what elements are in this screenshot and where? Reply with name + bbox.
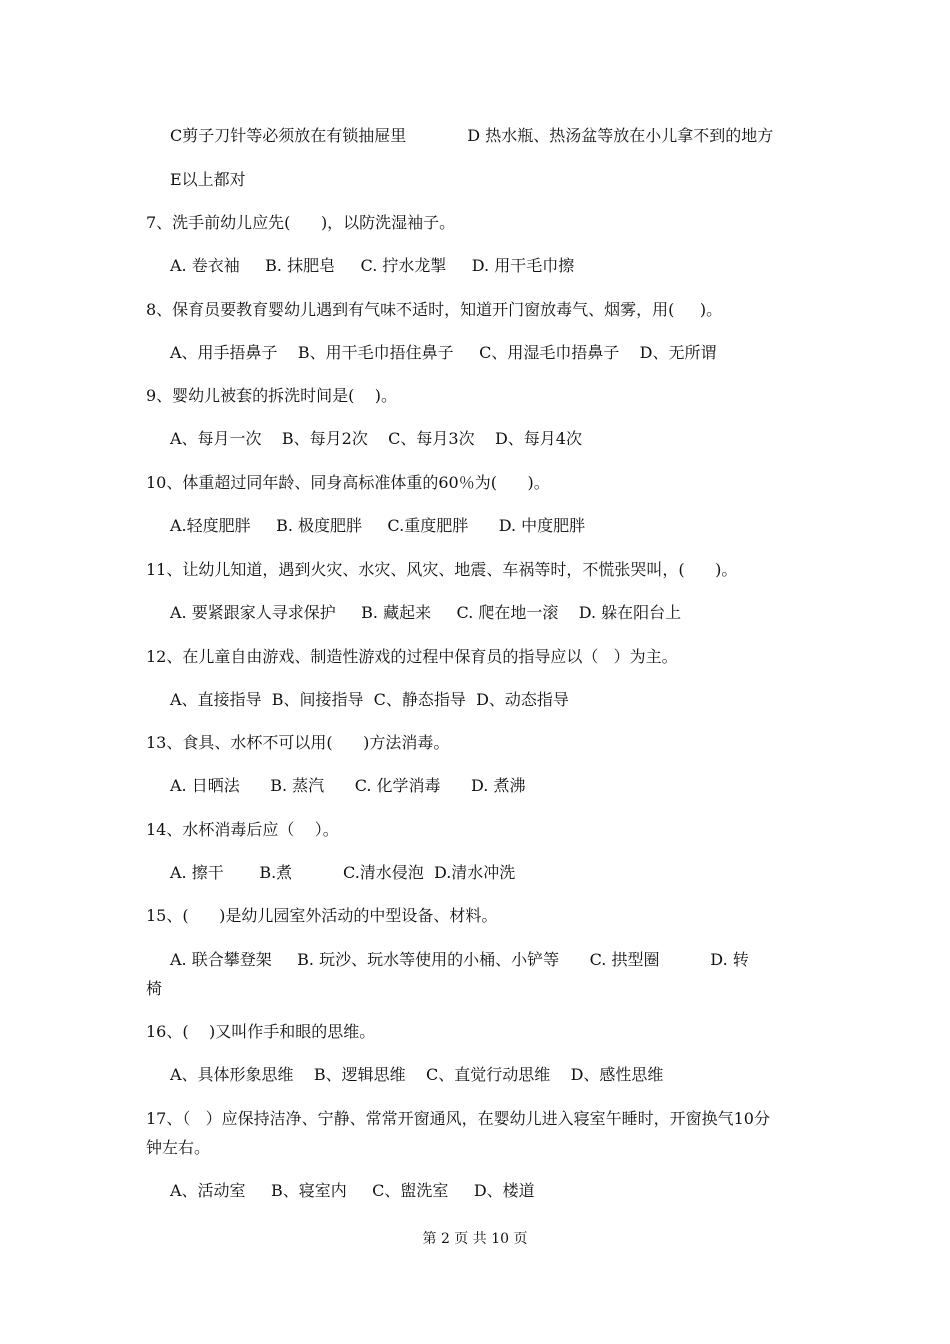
question-13: 13、食具、水杯不可以用( )方法消毒。 bbox=[146, 733, 450, 752]
question-11: 11、让幼儿知道，遇到火灾、水灾、风灾、地震、车祸等时，不慌张哭叫，( )。 bbox=[146, 560, 738, 579]
options-8: A、用手捂鼻子 B、用干毛巾捂住鼻子 C、用湿毛巾捂鼻子 D、无所谓 bbox=[170, 343, 717, 362]
options-14: A. 擦干 B.煮 C.清水侵泡 D.清水冲洗 bbox=[170, 863, 516, 882]
option-line-6-cd: C剪子刀针等必须放在有锁抽屉里 D 热水瓶、热汤盆等放在小儿拿不到的地方 bbox=[170, 126, 774, 145]
options-15-continued: 椅 bbox=[146, 979, 163, 998]
options-7: A. 卷衣袖 B. 抹肥皂 C. 拧水龙掣 D. 用干毛巾擦 bbox=[170, 256, 575, 275]
options-10: A.轻度肥胖 B. 极度肥胖 C.重度肥胖 D. 中度肥胖 bbox=[170, 516, 586, 535]
question-9: 9、婴幼儿被套的拆洗时间是( )。 bbox=[146, 386, 398, 405]
options-17: A、活动室 B、寝室内 C、盥洗室 D、楼道 bbox=[170, 1181, 535, 1200]
question-14: 14、水杯消毒后应（ ）。 bbox=[146, 820, 339, 839]
question-10: 10、体重超过同年龄、同身高标准体重的60％为( )。 bbox=[146, 473, 550, 492]
question-16: 16、( )又叫作手和眼的思维。 bbox=[146, 1022, 376, 1041]
question-17-continued: 钟左右。 bbox=[146, 1138, 211, 1157]
options-11: A. 要紧跟家人寻求保护 B. 藏起来 C. 爬在地一滚 D. 躲在阳台上 bbox=[170, 603, 682, 622]
question-17: 17、（ ）应保持洁净、宁静、常常开窗通风，在婴幼儿进入寝室午睡时，开窗换气10分 bbox=[146, 1109, 770, 1128]
options-12: A、直接指导 B、间接指导 C、静态指导 D、动态指导 bbox=[170, 690, 569, 709]
options-9: A、每月一次 B、每月2次 C、每月3次 D、每月4次 bbox=[170, 429, 582, 448]
options-13: A. 日晒法 B. 蒸汽 C. 化学消毒 D. 煮沸 bbox=[170, 776, 526, 795]
option-line-6-e: E以上都对 bbox=[170, 170, 246, 189]
question-12: 12、在儿童自由游戏、制造性游戏的过程中保育员的指导应以（ ）为主。 bbox=[146, 647, 678, 666]
options-15: A. 联合攀登架 B. 玩沙、玩水等使用的小桶、小铲等 C. 拱型圈 D. 转 bbox=[170, 950, 749, 969]
question-15: 15、( )是幼儿园室外活动的中型设备、材料。 bbox=[146, 906, 498, 925]
page-footer: 第 2 页 共 10 页 bbox=[422, 1231, 528, 1247]
options-16: A、具体形象思维 B、逻辑思维 C、直觉行动思维 D、感性思维 bbox=[170, 1065, 664, 1084]
question-7: 7、洗手前幼儿应先( )，以防洗湿袖子。 bbox=[146, 213, 456, 232]
question-8: 8、保育员要教育婴幼儿遇到有气味不适时，知道开门窗放毒气、烟雾，用( )。 bbox=[146, 300, 723, 319]
